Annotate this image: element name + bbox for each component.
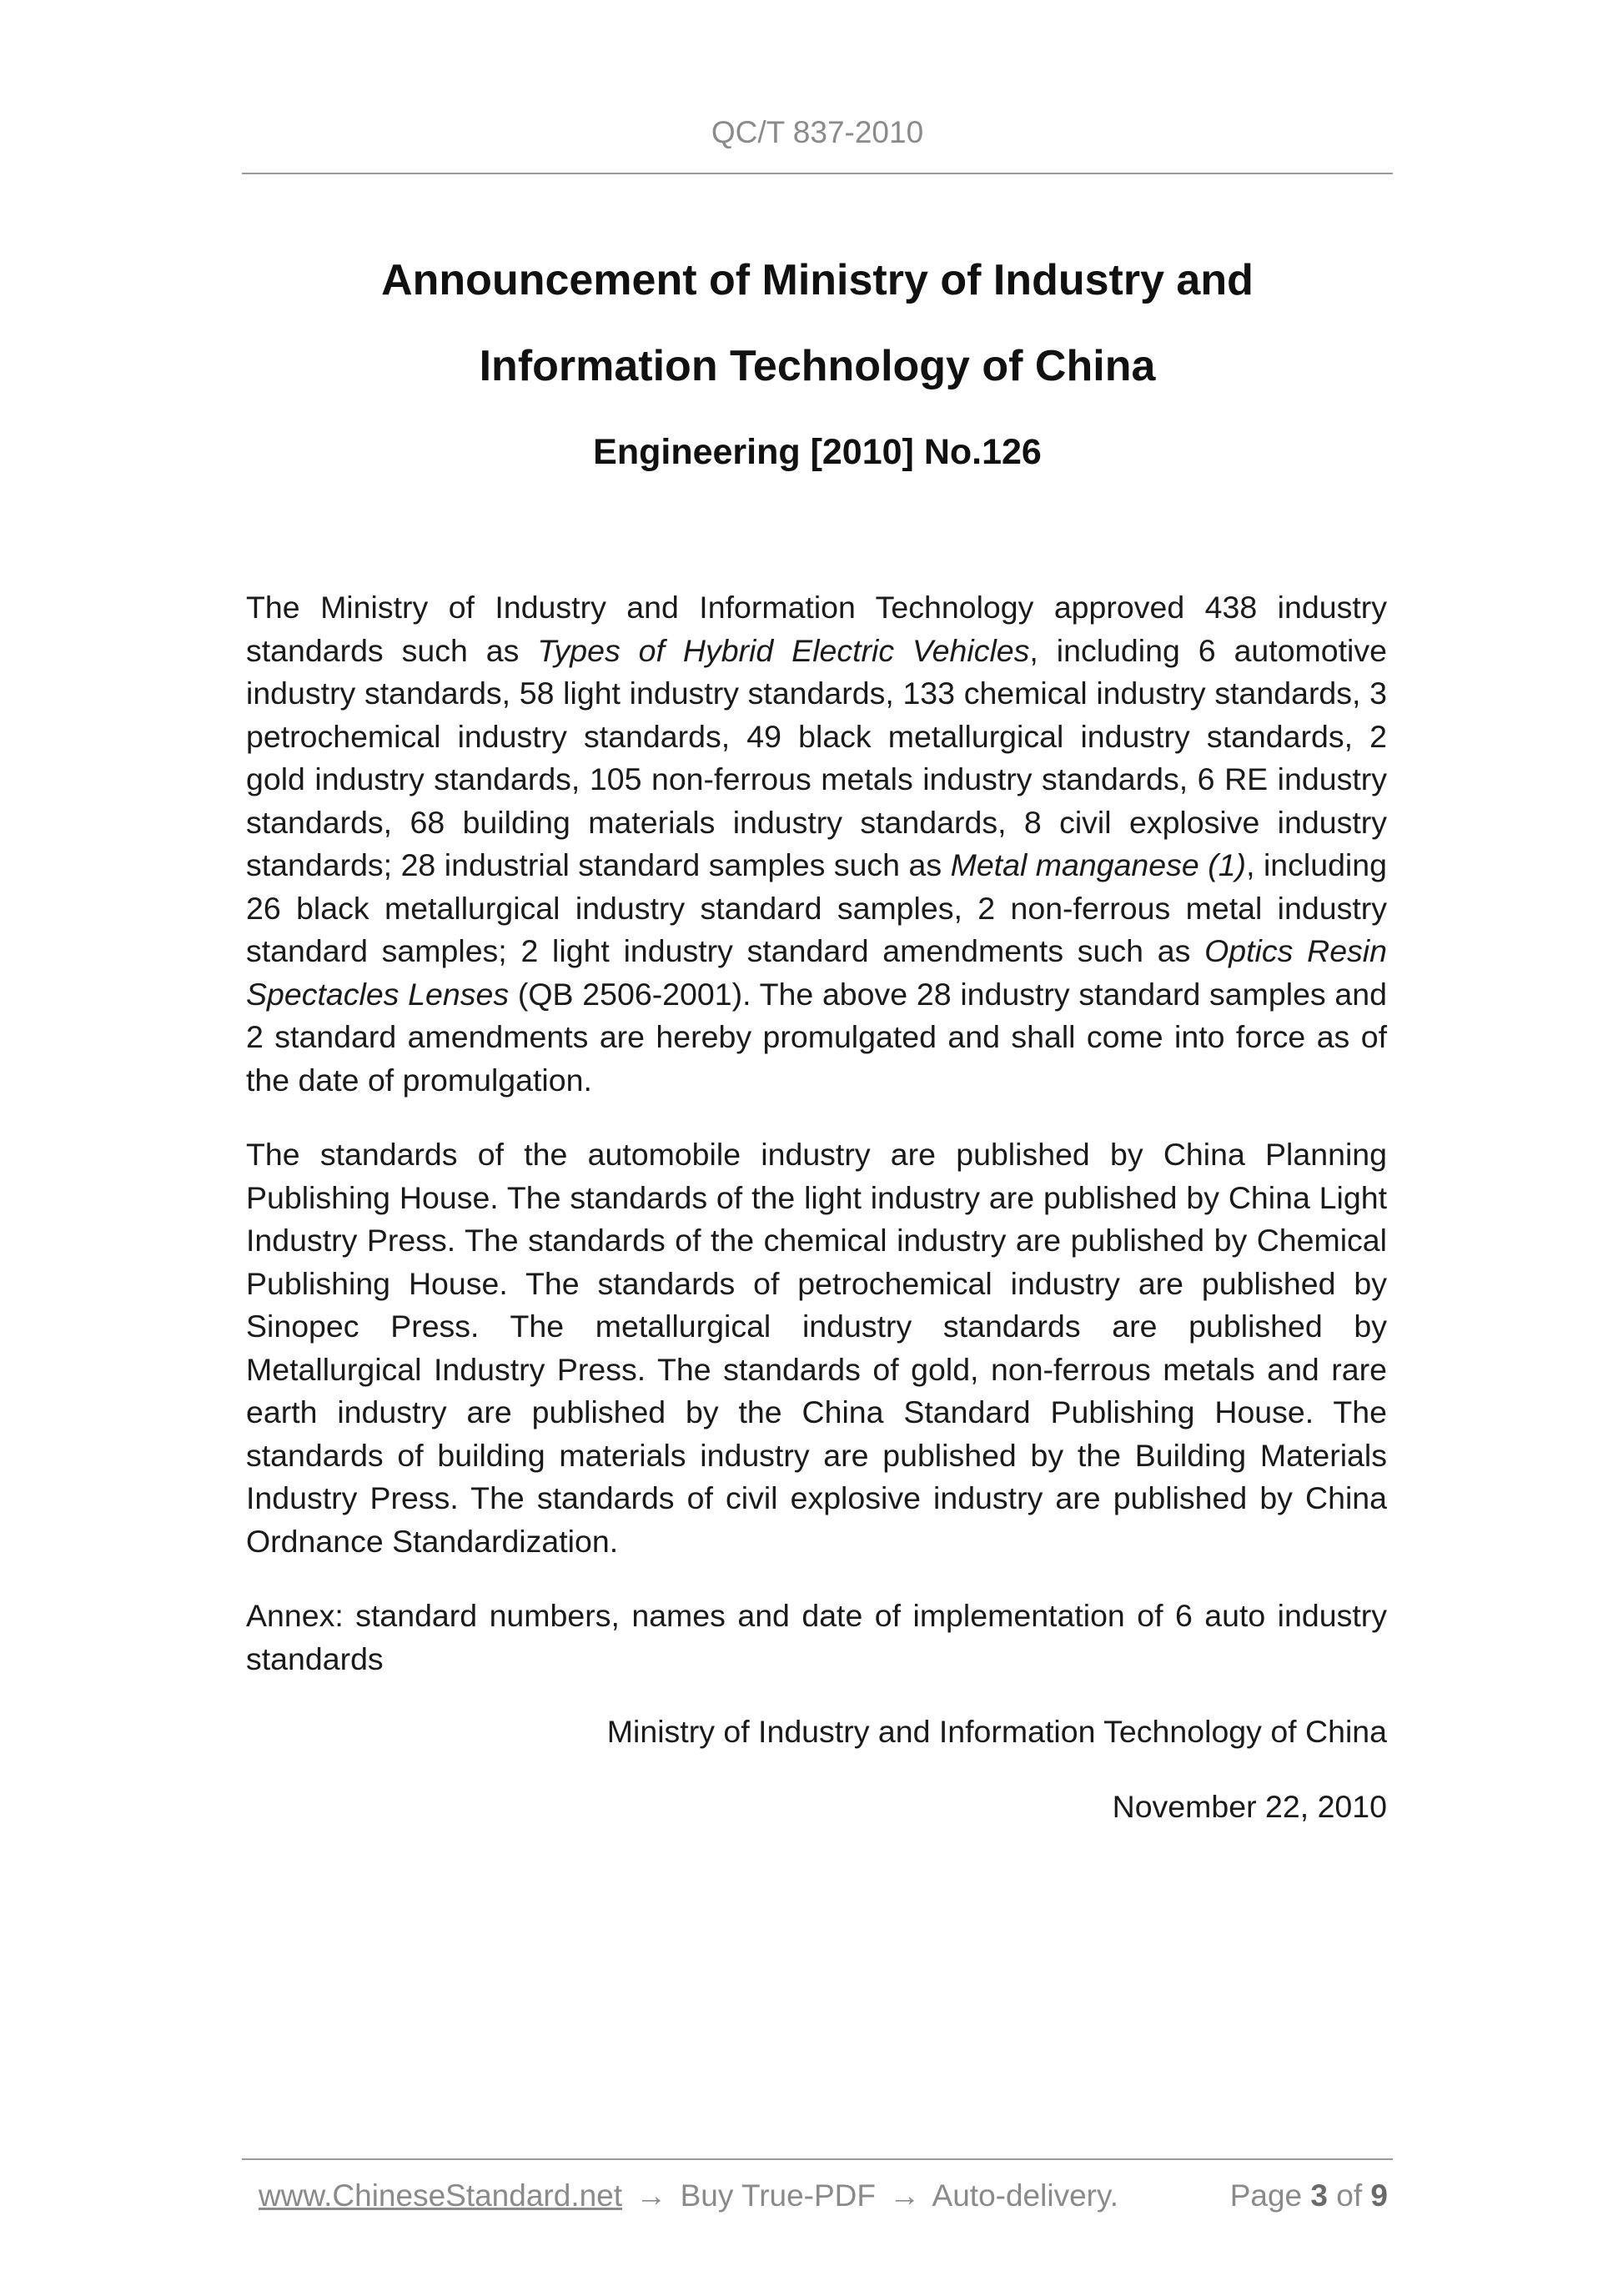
page-word: Page [1229,2178,1303,2213]
standard-title-optics-lenses: Optics Resin Spectacles Lenses [246,933,1387,1012]
signature-date: November 22, 2010 [1112,1788,1387,1824]
arrow-right-icon: → [889,2178,921,2213]
document-title-line-1: Announcement of Ministry of Industry and [381,256,1254,304]
document-reference-number: Engineering [2010] No.126 [593,432,1042,472]
standard-title-hybrid-vehicles: Types of Hybrid Electric Vehicles [537,632,1030,668]
document-title-line-2: Information Technology of China [479,342,1156,390]
page-of-word: of [1336,2178,1363,2213]
paragraph-publishers: The standards of the automobile industry are published by China Planning Publishing House. The standards of the light industry are published by China Light Industry Press. The standards of the chemical industry are published by Chemical Publishing House. The standards of petrochemical industry are published by Sinopec Press. The metallurgical industry standards are published by Metallurgical Industry Press. The standards of gold, non-ferrous metals and rare earth industry are published by the China Standard Publishing House. The standards of building materials industry are published by the Building Materials Industry Press. The standards of civil explosive industry are published by China Ordnance Standardization. [246,1137,1387,1559]
signature-issuer: Ministry of Industry and Information Technology of China [606,1714,1387,1749]
paragraph-approval [246,586,1387,1102]
footer-promo [259,2178,1118,2213]
current-page: 3 [1310,2178,1328,2213]
total-pages: 9 [1370,2178,1388,2213]
paragraph-approval-text-1: The Ministry of Industry and Information Technology approved 438 industry standards such as [246,590,1387,668]
auto-delivery-text: Auto-delivery. [932,2178,1119,2213]
standard-title-metal-manganese: Metal manganese (1) [950,847,1247,882]
website-link[interactable]: www.ChineseStandard.net [259,2178,623,2213]
buy-pdf-text: Buy True-PDF [680,2178,877,2213]
paragraph-approval-text-4: (QB 2506-2001). The above 28 industry standard samples and 2 standard amendments are hereby promulgated and shall come into force as of the date of promulgation. [246,976,1387,1098]
document-body [246,586,1387,1860]
header-divider [242,173,1393,174]
page-header-doc-code: QC/T 837-2010 [711,115,924,149]
paragraph-approval-text-3: , including 26 black metallurgical industry standard samples, 2 non-ferrous metal industry standard samples; 2 light industry standard amendments such as [246,847,1387,968]
page-number [1230,2178,1388,2213]
title-block [242,238,1393,495]
paragraph-approval-text-2: , including 6 automotive industry standards, 58 light industry standards, 133 chemical industry standards, 3 petrochemical industry standards, 49 black metallurgical industry standards, 2 gold industry standards, 105 non-ferrous metals industry standards, 6 RE industry standards, 68 building materials industry standards, 8 civil explosive industry standards; 28 industrial standard samples such as [246,632,1387,882]
paragraph-annex: Annex: standard numbers, names and date of implementation of 6 auto industry standards [246,1598,1387,1676]
arrow-right-icon: → [636,2178,667,2213]
footer-divider [242,2158,1393,2160]
